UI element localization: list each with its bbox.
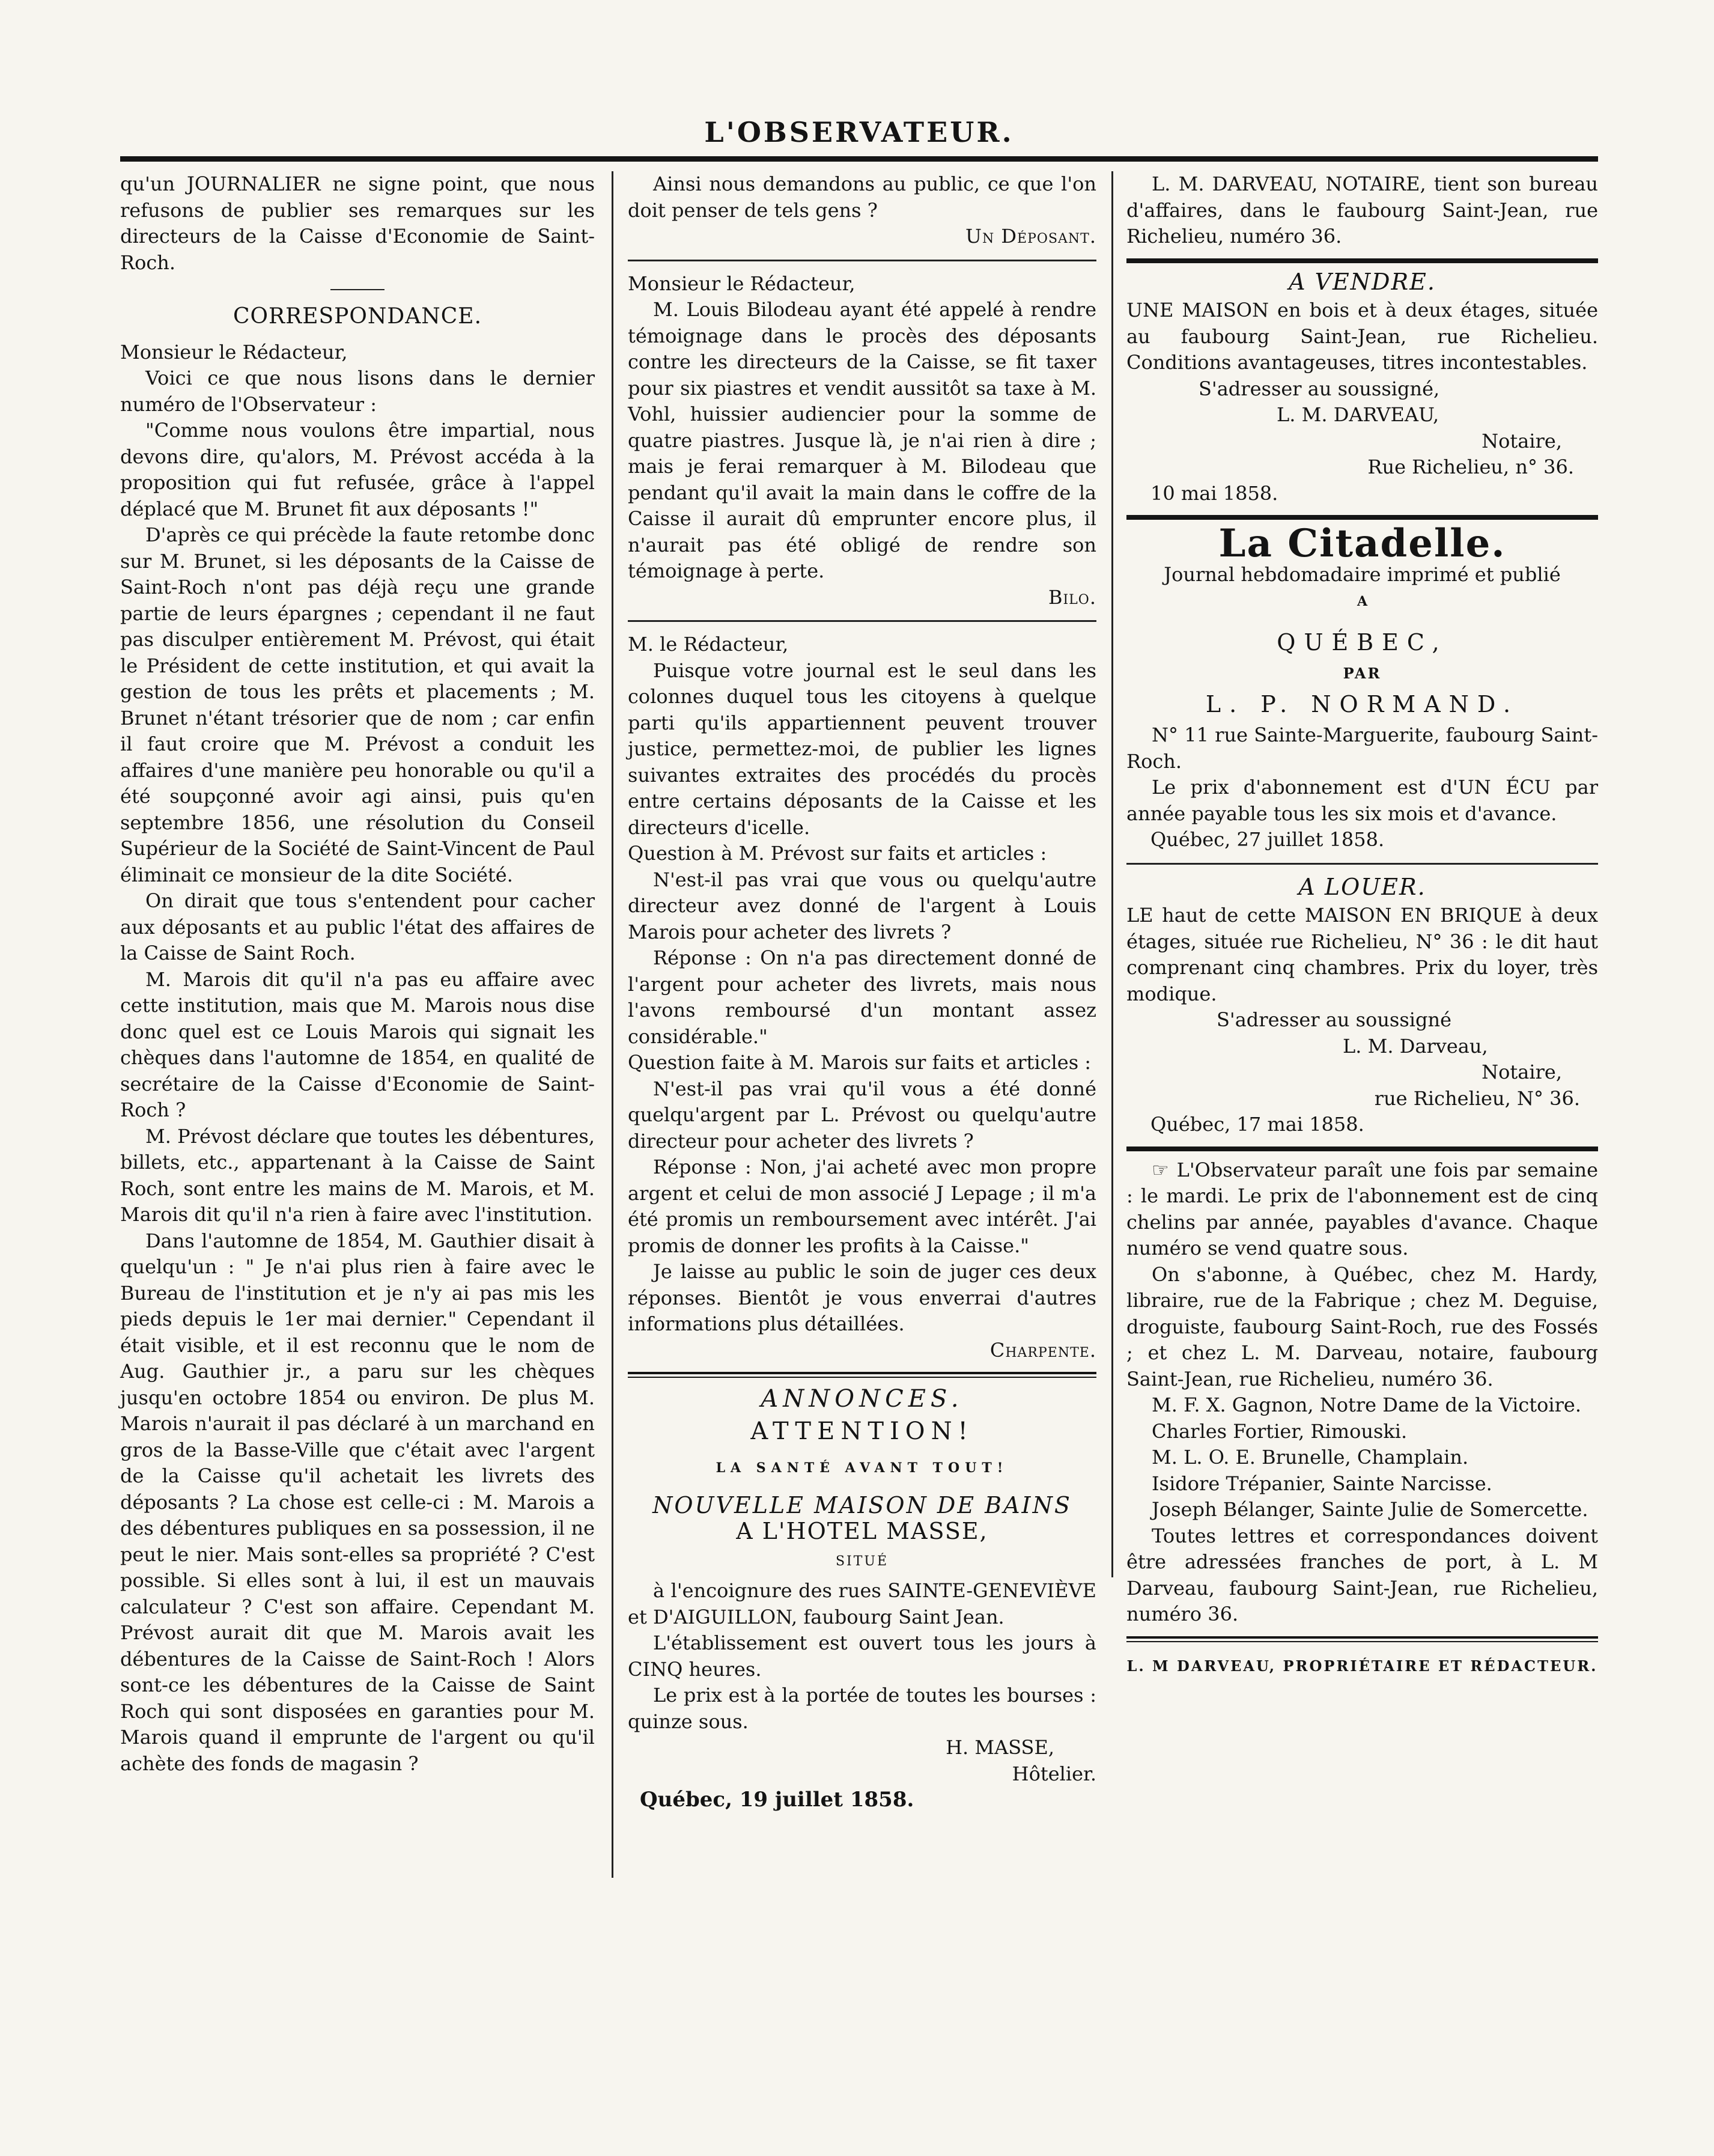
footer-imprint: L. M DARVEAU, PROPRIÉTAIRE ET RÉDACTEUR. xyxy=(1126,1657,1598,1675)
vendre-heading: A VENDRE. xyxy=(1289,268,1436,295)
letter-paragraph: N'est-il pas vrai que vous ou quelqu'autre directeur avez donné de l'argent à Louis Marois pour acheter des livrets ? xyxy=(628,868,1096,943)
citadelle-par: PAR xyxy=(1343,665,1382,682)
letter-paragraph: Je laisse au public le soin de juger ces deux réponses. Bientôt je vous enverrai d'autres informations plus détaillées. xyxy=(628,1260,1096,1335)
salutation: M. le Rédacteur, xyxy=(628,633,789,656)
citadelle-address: N° 11 rue Sainte-Marguerite, faubourg Saint-Roch. xyxy=(1126,723,1598,773)
correspondance-heading: CORRESPONDANCE. xyxy=(232,304,482,329)
masthead-rule xyxy=(120,156,1598,162)
masse-title: Hôtelier. xyxy=(1012,1762,1096,1785)
notaire-notice: L. M. DARVEAU, NOTAIRE, tient son bureau d'affaires, dans le faubourg Saint-Jean, rue Richelieu, numéro 36. xyxy=(1126,172,1598,248)
divider xyxy=(628,1372,1096,1378)
citadelle-publisher: L. P. NORMAND. xyxy=(1205,690,1519,717)
observateur-notice: Toutes lettres et correspondances doivent être adressées franches de port, à L. M Darveau, faubourg Saint-Jean, rue Richelieu, numéro 36. xyxy=(1126,1524,1598,1625)
divider xyxy=(1126,863,1598,865)
agent-line: Joseph Bélanger, Sainte Julie de Somercette. xyxy=(1152,1498,1588,1521)
louer-address: rue Richelieu, N° 36. xyxy=(1374,1086,1580,1110)
divider xyxy=(1126,515,1598,520)
letter-paragraph: Puisque votre journal est le seul dans les colonnes duquel tous les citoyens à quelque parti qu'ils appartiennent peuvent trouver justice, permettez-moi, de publier les lignes suivantes extraites des procédés du procès entre certains déposants de la Caisse et les directeurs d'icelle. xyxy=(628,659,1096,839)
letter-end: Ainsi nous demandons au public, ce que l'on doit penser de tels gens ? xyxy=(628,172,1096,222)
letter-paragraph: N'est-il pas vrai qu'il vous a été donné quelqu'argent par L. Prévost ou quelqu'autre directeur pour acheter des livrets ? xyxy=(628,1077,1096,1153)
louer-text: LE haut de cette MAISON EN BRIQUE à deux étages, située rue Richelieu, N° 36 : le dit haut comprenant cinq chambres. Prix du loyer, très modique. xyxy=(1126,904,1598,1005)
paragraph: Voici ce que nous lisons dans le dernier numéro de l'Observateur : xyxy=(120,367,595,416)
letter-paragraph: Question à M. Prévost sur faits et articles : xyxy=(628,842,1047,865)
observateur-notice: ☞ L'Observateur paraît une fois par semaine : le mardi. Le prix de l'abonnement est de cinq chelins par année, payables d'avance. Chaque numéro se vend quatre sous. xyxy=(1126,1158,1598,1259)
signature: Un Déposant. xyxy=(965,225,1096,248)
vendre-date: 10 mai 1858. xyxy=(1150,481,1278,505)
salutation: Monsieur le Rédacteur, xyxy=(628,272,855,295)
signature: Bilo. xyxy=(1048,585,1096,609)
paragraph: Dans l'automne de 1854, M. Gauthier disait à quelqu'un : " Je n'ai plus rien à faire avec le Bureau de l'institution et je n'y ai pas mis les pieds depuis le 1er mai dernier." Cependant il était visible, et il est reconnu que le nom de Aug. Gauthier jr., a paru sur les chèques jusqu'en octobre 1854 ou environ. De plus M. Marois n'aurait il pas déclaré à un marchand en gros de la Basse-Ville que c'était avec l'argent de la Caisse qu'il achetait les livrets des déposants ? La chose est celle-ci : M. Marois a des débentures publiques en sa possession, il ne peut le nier. Mais sont-elles sa propriété ? C'est possible. Si elles sont à lui, il est un mauvais calculateur ? C'est son affaire. Cependant M. Prévost aurait dit que M. Marois avait les débentures de la Caisse de Saint-Roch ! Alors sont-ce les débentures de la Caisse de Saint Roch qui sont disposées en garanties pour M. Marois quand il emprunte de l'argent ou qu'il achète des fonds de magasin ? xyxy=(120,1229,595,1775)
louer-address: Notaire, xyxy=(1482,1061,1562,1083)
citadelle-title: La Citadelle. xyxy=(1218,521,1506,566)
citadelle-journal: Journal hebdomadaire imprimé et publié xyxy=(1164,562,1561,586)
column-2 xyxy=(628,171,1096,2061)
agent-line: M. F. X. Gagnon, Notre Dame de la Victoire. xyxy=(1152,1393,1582,1416)
bains-paragraph: L'établissement est ouvert tous les jours à CINQ heures. xyxy=(628,1631,1096,1681)
attention-heading: ATTENTION! xyxy=(750,1417,974,1445)
divider xyxy=(628,260,1096,261)
masse-name: H. MASSE, xyxy=(946,1736,1054,1759)
divider xyxy=(1126,1147,1598,1151)
louer-heading: A LOUER. xyxy=(1298,873,1426,900)
bains-date: Québec, 19 juillet 1858. xyxy=(640,1788,914,1812)
louer-date: Québec, 17 mai 1858. xyxy=(1150,1113,1364,1136)
citadelle-city: QUÉBEC, xyxy=(1277,629,1448,656)
column-1 xyxy=(120,171,595,2061)
sante-heading: LA SANTÉ AVANT TOUT! xyxy=(716,1460,1009,1476)
vendre-text: UNE MAISON en bois et à deux étages, située au faubourg Saint-Jean, rue Richelieu. Conditions avantageuses, titres incontestables. xyxy=(1126,299,1598,374)
paragraph: On dirait que tous s'entendent pour cacher aux déposants et au public l'état des affaires de la Caisse de Saint Roch. xyxy=(120,889,595,964)
bains-paragraph: à l'encoignure des rues SAINTE-GENEVIÈVE et D'AIGUILLON, faubourg Saint Jean. xyxy=(628,1579,1096,1628)
citadelle-price: Le prix d'abonnement est d'UN ÉCU par année payable tous les six mois et d'avance. xyxy=(1126,776,1598,825)
citadelle-a: A xyxy=(1357,594,1368,609)
paragraph: M. Marois dit qu'il n'a pas eu affaire avec cette institution, mais que M. Marois nous dise donc quel est ce Louis Marois qui signait les chèques dans l'automne de 1854, en qualité de secrétaire de la Caisse d'Economie de Saint-Roch ? xyxy=(120,967,595,1121)
salutation: Monsieur le Rédacteur, xyxy=(120,340,348,364)
agent-line: Charles Fortier, Rimouski. xyxy=(1152,1419,1408,1443)
divider xyxy=(628,620,1096,622)
newspaper-page xyxy=(120,108,1598,2061)
letter-text: M. Louis Bilodeau ayant été appelé à rendre témoignage dans le procès des déposants contre les directeurs de la Caisse, se fit taxer pour six piastres et vendit aussitôt sa taxe à M. Vohl, huissier audiencier pour la somme de quatre piastres. Jusque là, je n'ai rien à dire ; mais je ferai remarquer à M. Bilodeau que pendant qu'il avait la main dans le coffre de la Caisse il aurait dû emprunter encore plus, il n'aurait pas été obligé de rendre son témoignage à perte. xyxy=(628,298,1096,582)
bains-paragraph: Le prix est à la portée de toutes les bourses : quinze sous. xyxy=(628,1684,1096,1733)
paragraph: "Comme nous voulons être impartial, nous devons dire, qu'alors, M. Prévost accéda à la proposition qui fut refusée, grâce à l'appel déplacé que M. Brunet fit aux déposants !" xyxy=(120,419,595,520)
masthead-title: L'OBSERVATEUR. xyxy=(704,116,1014,148)
louer-address: L. M. Darveau, xyxy=(1343,1034,1488,1058)
agent-line: M. L. O. E. Brunelle, Champlain. xyxy=(1152,1446,1469,1469)
vendre-address: L. M. DARVEAU, xyxy=(1277,403,1439,426)
citadelle-date: Québec, 27 juillet 1858. xyxy=(1150,828,1385,851)
column-divider xyxy=(612,171,613,1878)
divider xyxy=(330,289,384,290)
hotel-heading: A L'HOTEL MASSE, xyxy=(736,1518,988,1544)
divider xyxy=(1126,1636,1598,1642)
divider xyxy=(1126,258,1598,263)
annonces-heading: ANNONCES. xyxy=(761,1385,964,1413)
paragraph: D'après ce qui précède la faute retombe donc sur M. Brunet, si les déposants de la Caisse de Saint-Roch n'ont pas déjà reçu une grande partie de leurs épargnes ; cependant il ne faut pas disculper entièrement M. Prévost, qui était le Président de cette institution, et qui avait la gestion de tous les prêts et placements ; M. Brunet n'étant trésorier que de nom ; car enfin il faut croire que M. Prévost a conduit les affaires d'une manière peu honorable ou qu'il a été soupçonné avoir agi ainsi, puis qu'en septembre 1856, une résolution du Conseil Supérieur de la Société de Saint-Vincent de Paul éliminait ce monsieur de la dite Société. xyxy=(120,523,595,886)
intro-text: qu'un JOURNALIER ne signe point, que nous refusons de publier ses remarques sur les directeurs de la Caisse d'Economie de Saint-Roch. xyxy=(120,172,595,274)
letter-paragraph: Question faite à M. Marois sur faits et articles : xyxy=(628,1051,1092,1074)
signature: Charpente. xyxy=(989,1338,1096,1362)
vendre-address: S'adresser au soussigné, xyxy=(1199,377,1440,400)
paragraph: M. Prévost déclare que toutes les débentures, billets, etc., appartenant à la Caisse de Saint Roch, sont entre les mains de M. Marois, et M. Marois dit qu'il n'a rien à faire avec l'institution. xyxy=(120,1124,595,1226)
agent-line: Isidore Trépanier, Sainte Narcisse. xyxy=(1152,1472,1492,1495)
louer-address: S'adresser au soussigné xyxy=(1217,1008,1452,1031)
column-divider xyxy=(1111,171,1113,1577)
bains-heading: NOUVELLE MAISON DE BAINS xyxy=(652,1491,1072,1518)
vendre-address: Rue Richelieu, n° 36. xyxy=(1367,455,1574,478)
observateur-notice: On s'abonne, à Québec, chez M. Hardy, libraire, rue de la Fabrique ; chez M. Deguise, droguiste, faubourg Saint-Roch, rue des Fossés ; et chez L. M. Darveau, notaire, faubourg Saint-Jean, rue Richelieu, numéro 36. xyxy=(1126,1262,1598,1390)
column-3 xyxy=(1126,171,1598,2061)
columns xyxy=(120,171,1598,2061)
letter-paragraph: Réponse : Non, j'ai acheté avec mon propre argent et celui de mon associé J Lepage ; il m'a été promis un remboursement avec intérêt. J'ai promis de donner les profits à la Caisse." xyxy=(628,1156,1096,1257)
situe-label: SITUÉ xyxy=(835,1553,889,1569)
vendre-address: Notaire, xyxy=(1482,429,1562,452)
letter-paragraph: Réponse : On n'a pas directement donné de l'argent pour acheter des livrets, mais nous l'avons remboursé d'un montant assez considérable." xyxy=(628,946,1096,1048)
